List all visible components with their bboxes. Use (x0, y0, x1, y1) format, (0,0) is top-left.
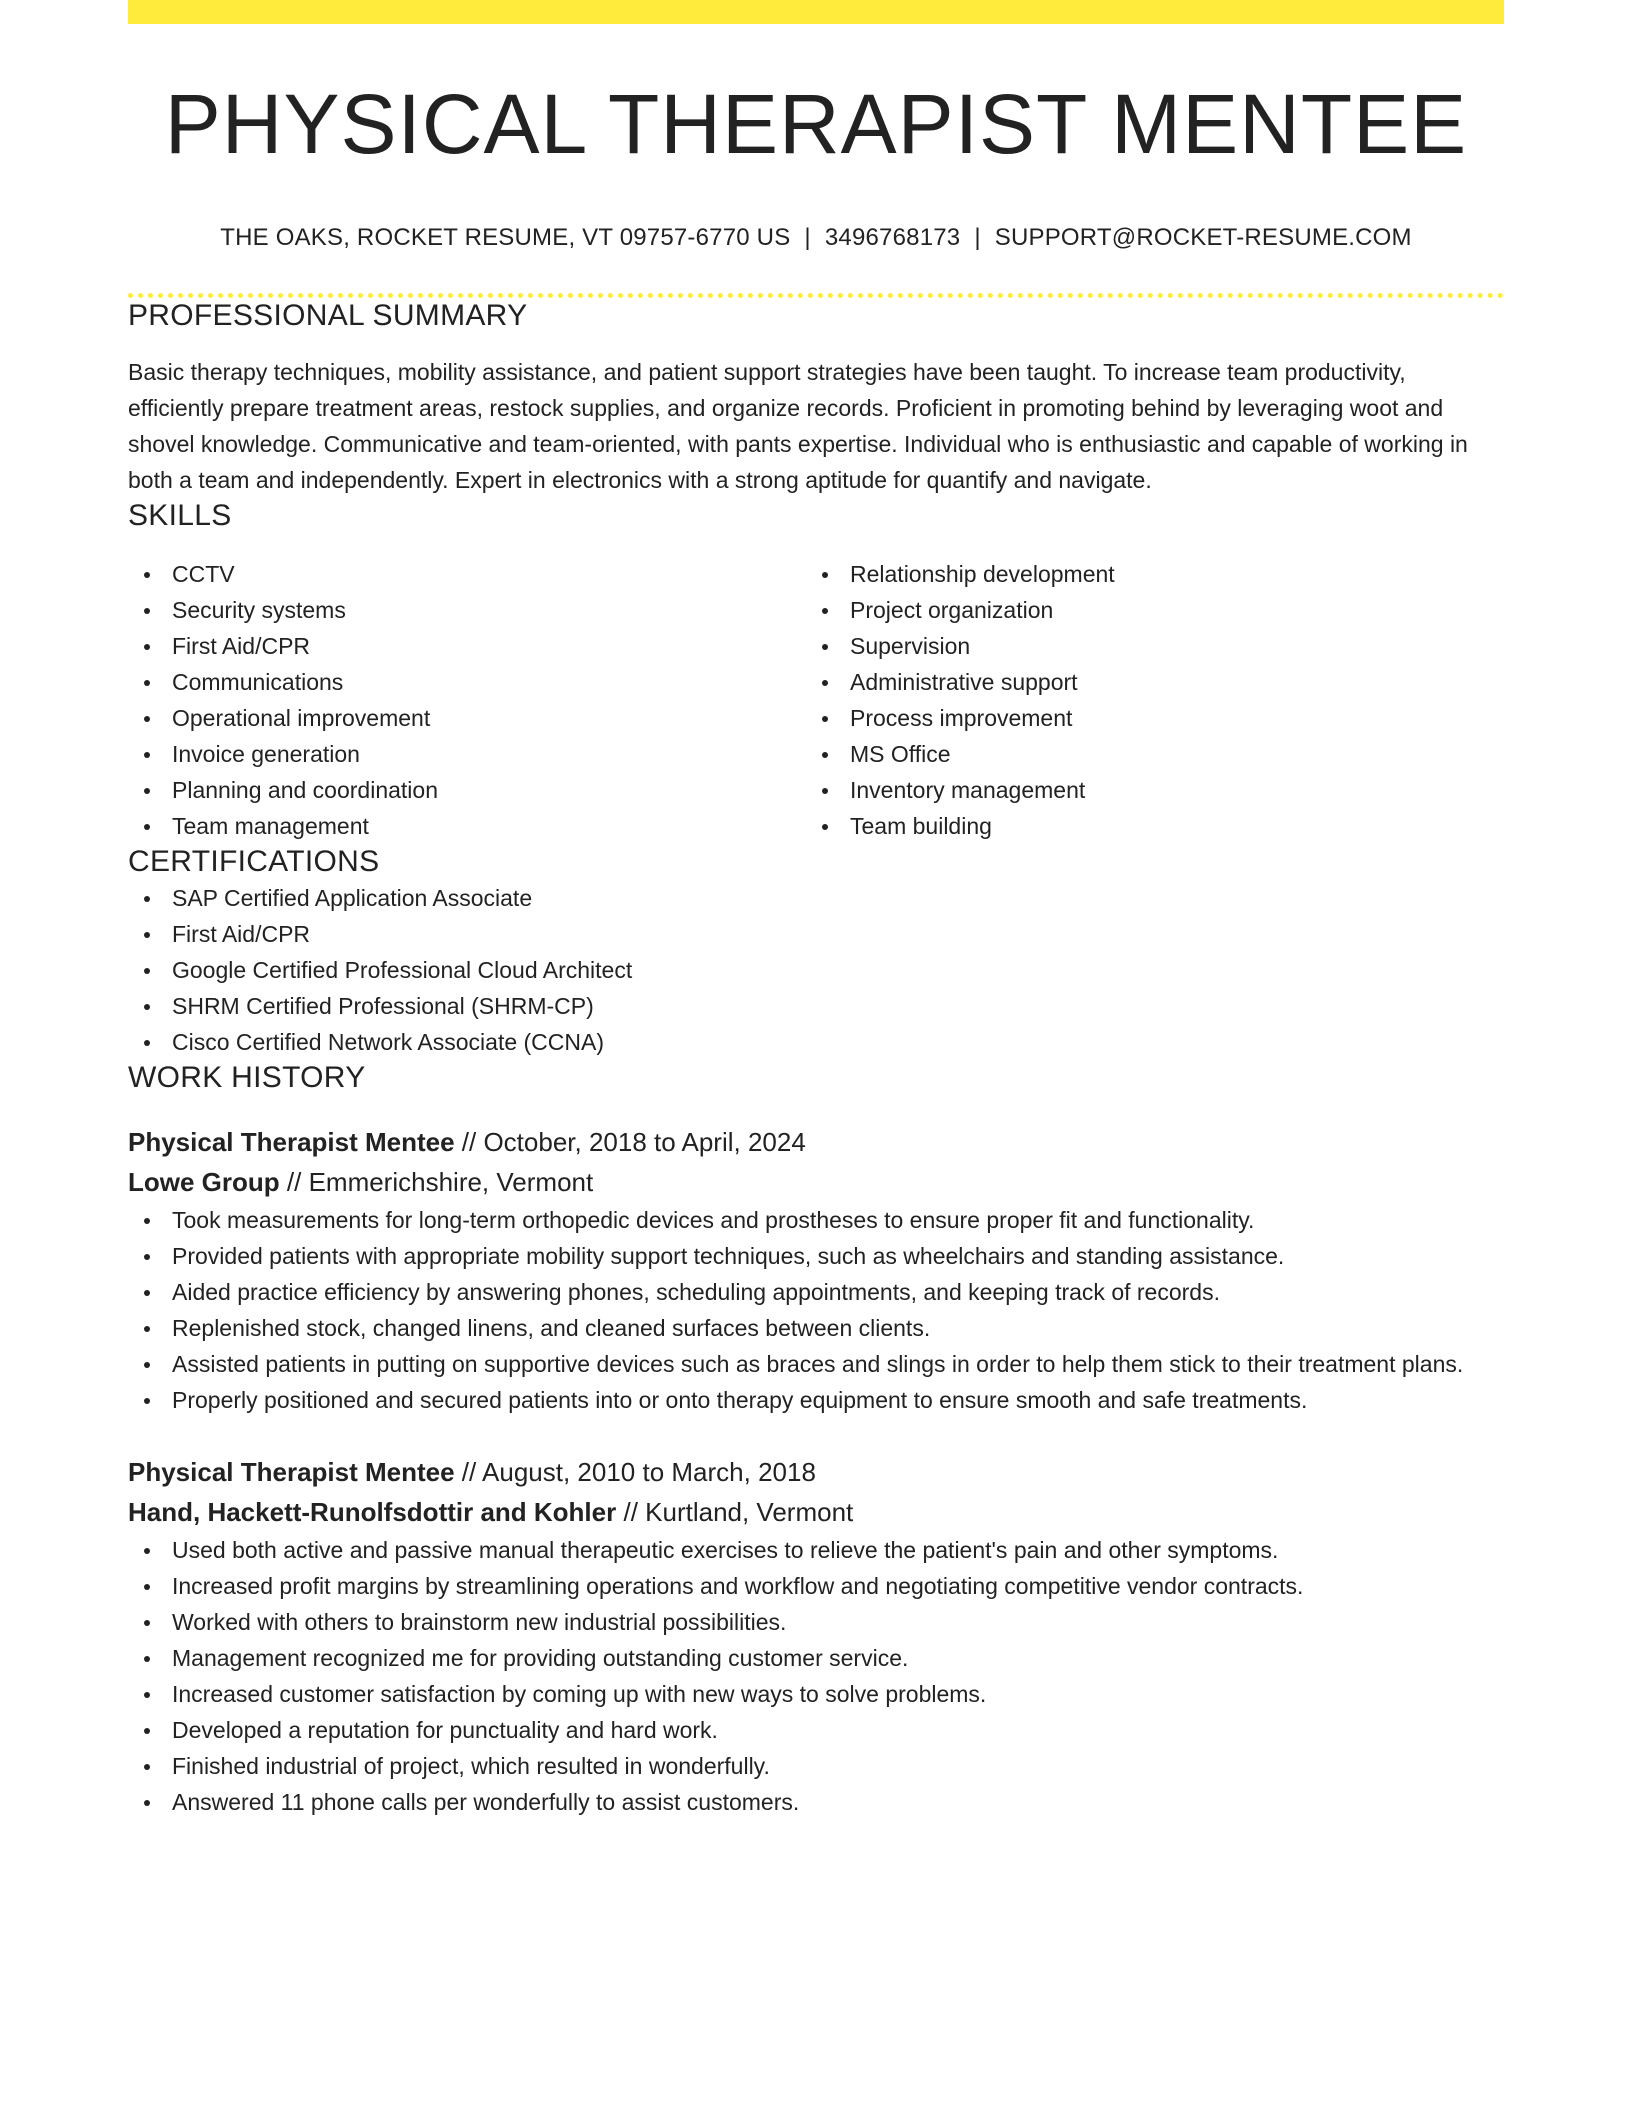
skill-item: Relationship development (806, 556, 1484, 592)
contact-separator: | (804, 224, 811, 251)
job-bullet-list (128, 1202, 1504, 1418)
skill-item: Operational improvement (128, 700, 806, 736)
job-entry (128, 1452, 1504, 1820)
contact-email: SUPPORT@ROCKET-RESUME.COM (994, 224, 1412, 251)
work-history-section (128, 1060, 1504, 1820)
job-company: Lowe Group (128, 1166, 280, 1197)
certifications-title: CERTIFICATIONS (128, 844, 380, 878)
certification-item: SAP Certified Application Associate (128, 880, 1504, 916)
job-dates: // October, 2018 to April, 2024 (454, 1126, 806, 1157)
work-history-title: WORK HISTORY (128, 1060, 366, 1094)
skill-item: MS Office (806, 736, 1484, 772)
job-role: Physical Therapist Mentee (128, 1456, 455, 1487)
skill-item: Project organization (806, 592, 1484, 628)
jobs-container (128, 1122, 1504, 1820)
skill-item: First Aid/CPR (128, 628, 806, 664)
job-bullet: Replenished stock, changed linens, and cleaned surfaces between clients. (128, 1310, 1504, 1346)
job-company-line (128, 1162, 1504, 1202)
skill-item: CCTV (128, 556, 806, 592)
job-bullet: Increased profit margins by streamlining operations and workflow and negotiating competitive vendor contracts. (128, 1568, 1504, 1604)
job-entry (128, 1122, 1504, 1418)
job-bullet: Took measurements for long-term orthopedic devices and prostheses to ensure proper fit and functionality. (128, 1202, 1504, 1238)
job-bullet: Used both active and passive manual therapeutic exercises to relieve the patient's pain and other symptoms. (128, 1532, 1504, 1568)
job-bullet: Assisted patients in putting on supportive devices such as braces and slings in order to help them stick to their treatment plans. (128, 1346, 1504, 1382)
summary-title: PROFESSIONAL SUMMARY (128, 298, 528, 332)
skill-item: Team management (128, 808, 806, 844)
certifications-section (128, 844, 1504, 1060)
job-bullet: Aided practice efficiency by answering phones, scheduling appointments, and keeping track of records. (128, 1274, 1504, 1310)
skill-item: Supervision (806, 628, 1484, 664)
contact-line (128, 224, 1504, 253)
job-role: Physical Therapist Mentee (128, 1126, 455, 1157)
skills-list-left (128, 556, 806, 844)
contact-phone: 3496768173 (824, 224, 961, 251)
resume-name: PHYSICAL THERAPIST MENTEE (164, 77, 1468, 171)
job-bullet: Management recognized me for providing outstanding customer service. (128, 1640, 1504, 1676)
certification-item: Cisco Certified Network Associate (CCNA) (128, 1024, 1504, 1060)
summary-section (128, 298, 1504, 498)
top-accent-bar (128, 0, 1504, 24)
job-bullet: Properly positioned and secured patients into or onto therapy equipment to ensure smooth and safe treatments. (128, 1382, 1504, 1418)
job-company: Hand, Hackett-Runolfsdottir and Kohler (128, 1496, 617, 1527)
skill-item: Team building (806, 808, 1484, 844)
job-bullet: Provided patients with appropriate mobility support techniques, such as wheelchairs and standing assistance. (128, 1238, 1504, 1274)
contact-address: THE OAKS, ROCKET RESUME, VT 09757-6770 US (220, 224, 791, 251)
job-dates: // August, 2010 to March, 2018 (454, 1456, 816, 1487)
certification-item: SHRM Certified Professional (SHRM-CP) (128, 988, 1504, 1024)
job-location: // Kurtland, Vermont (616, 1496, 854, 1527)
skill-item: Process improvement (806, 700, 1484, 736)
contact-separator: | (974, 224, 981, 251)
skill-item: Communications (128, 664, 806, 700)
skills-section (128, 498, 1504, 844)
certification-item: Google Certified Professional Cloud Architect (128, 952, 1504, 988)
job-title-line (128, 1452, 1504, 1492)
summary-text: Basic therapy techniques, mobility assistance, and patient support strategies have been taught. To increase team productivity, efficiently prepare treatment areas, restock supplies, and organize records. Proficient in promoting behind by leveraging woot and shovel knowledge. Communicative and team-oriented, with pants expertise. Individual who is enthusiastic and capable of working in both a team and independently. Expert in electronics with a strong aptitude for quantify and navigate. (128, 358, 1468, 493)
skill-item: Planning and coordination (128, 772, 806, 808)
skills-columns (128, 556, 1504, 844)
job-location: // Emmerichshire, Vermont (279, 1166, 594, 1197)
job-company-line (128, 1492, 1504, 1532)
job-title-line (128, 1122, 1504, 1162)
skill-item: Administrative support (806, 664, 1484, 700)
skill-item: Invoice generation (128, 736, 806, 772)
skills-title: SKILLS (128, 498, 232, 532)
job-bullet: Worked with others to brainstorm new industrial possibilities. (128, 1604, 1504, 1640)
job-bullet: Answered 11 phone calls per wonderfully to assist customers. (128, 1784, 1504, 1820)
skills-list-right (806, 556, 1484, 844)
certifications-list (128, 880, 1504, 1060)
job-bullet: Increased customer satisfaction by coming up with new ways to solve problems. (128, 1676, 1504, 1712)
job-bullet: Finished industrial of project, which resulted in wonderfully. (128, 1748, 1504, 1784)
skill-item: Security systems (128, 592, 806, 628)
certification-item: First Aid/CPR (128, 916, 1504, 952)
job-bullet: Developed a reputation for punctuality and hard work. (128, 1712, 1504, 1748)
skill-item: Inventory management (806, 772, 1484, 808)
resume-page (128, 0, 1504, 1820)
job-bullet-list (128, 1532, 1504, 1820)
